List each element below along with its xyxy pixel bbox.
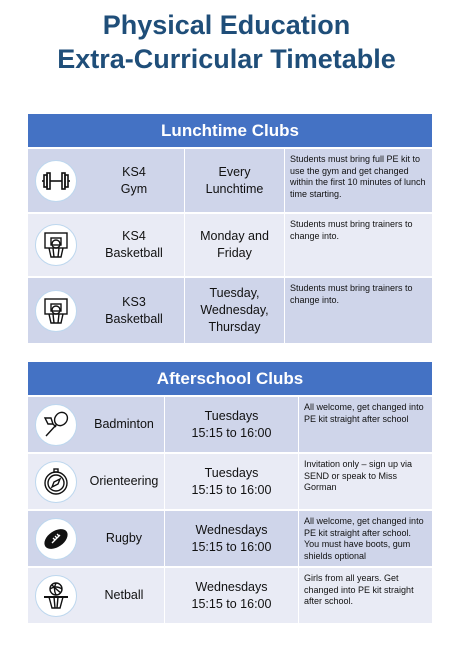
netball-hoop-icon <box>35 575 77 617</box>
club-time: Tuesday, Wednesday, Thursday <box>184 278 284 343</box>
table-row <box>28 147 432 212</box>
club-name: Netball <box>104 588 144 602</box>
afterschool-clubs-heading: Afterschool Clubs <box>28 362 432 395</box>
lunchtime-clubs-table <box>28 114 432 343</box>
compass-icon <box>35 461 77 503</box>
title-line-1: Physical Education <box>102 10 351 40</box>
club-time: Wednesdays 15:15 to 16:00 <box>164 568 298 623</box>
table-row <box>28 276 432 343</box>
lunchtime-clubs-heading: Lunchtime Clubs <box>28 114 432 147</box>
club-time: Wednesdays 15:15 to 16:00 <box>164 511 298 566</box>
club-name: KS4 Gym <box>120 164 148 196</box>
title-line-2: Extra-Curricular Timetable <box>57 44 396 74</box>
badminton-icon <box>35 404 77 446</box>
club-name: KS4 Basketball <box>105 229 163 260</box>
rugby-ball-icon <box>35 518 77 560</box>
afterschool-clubs-table <box>28 362 432 623</box>
club-time: Tuesdays 15:15 to 16:00 <box>164 397 298 452</box>
table-row <box>28 212 432 276</box>
table-row <box>28 566 432 623</box>
club-note: All welcome, get changed into PE kit straight after school <box>298 397 432 452</box>
club-name: KS3 Basketball <box>105 294 163 326</box>
basketball-hoop-icon <box>35 290 77 332</box>
club-name: Badminton <box>94 417 154 431</box>
club-name: Orienteering <box>89 474 159 488</box>
club-note: Invitation only – sign up via SEND or speak to Miss Gorman <box>298 454 432 509</box>
club-time: Monday and Friday <box>184 214 284 276</box>
club-note: Girls from all years. Get changed into PE kit straight after school. <box>298 568 432 623</box>
club-time: Every Lunchtime <box>184 149 284 212</box>
club-note: Students must bring trainers to change into. <box>284 214 432 276</box>
table-row <box>28 509 432 566</box>
club-note: Students must bring trainers to change into. <box>284 278 432 343</box>
basketball-hoop-icon <box>35 224 77 266</box>
page-title <box>0 8 453 76</box>
club-time: Tuesdays 15:15 to 16:00 <box>164 454 298 509</box>
table-row <box>28 452 432 509</box>
club-note: All welcome, get changed into PE kit straight after school. You must have boots, gum shields optional <box>298 511 432 566</box>
club-note: Students must bring full PE kit to use the gym and get changed within the first 10 minutes of lunch time starting. <box>284 149 432 212</box>
dumbbell-icon <box>35 160 77 202</box>
table-row <box>28 395 432 452</box>
club-name: Rugby <box>105 531 143 545</box>
